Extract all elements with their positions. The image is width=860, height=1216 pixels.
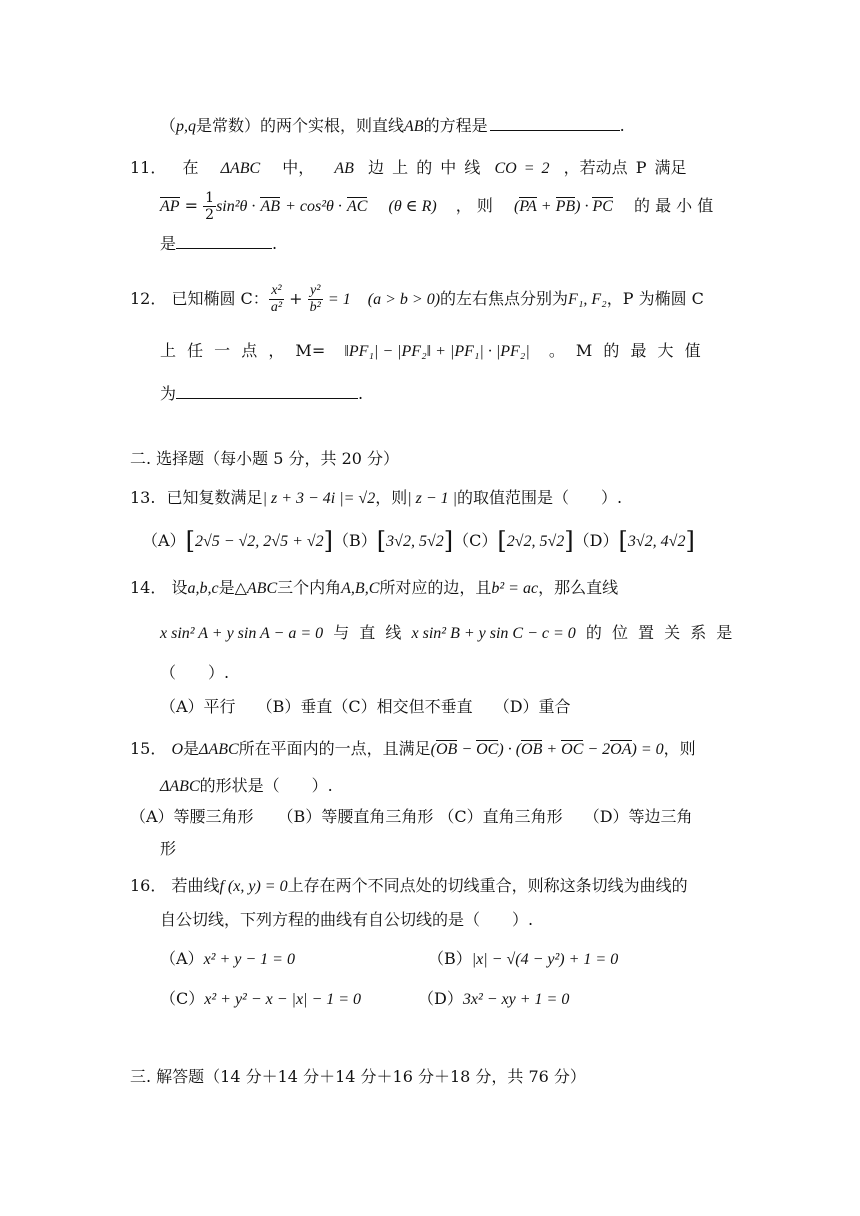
text: ) = 0 xyxy=(631,741,664,758)
vector-ac: AC xyxy=(347,198,368,215)
fraction-half xyxy=(203,190,216,223)
vector-oc: OC xyxy=(476,741,499,758)
text: 是 xyxy=(183,739,200,758)
text: F₁, F₂ xyxy=(568,291,607,308)
text: ΔABC xyxy=(199,741,239,758)
text: 的形状是（ ）. xyxy=(199,776,333,795)
q14-line2 xyxy=(160,622,732,645)
vector-pc: PC xyxy=(592,198,613,215)
question-number: 13. xyxy=(130,488,156,507)
text: (a > b > 0) xyxy=(367,291,441,308)
math-co: CO = 2 xyxy=(494,160,550,177)
text: 是△ xyxy=(218,578,247,597)
option-c-label: （C） xyxy=(453,531,498,550)
section-2-heading: 二. 选择题（每小题 5 分，共 20 分） xyxy=(130,449,400,468)
text: 是 xyxy=(160,234,177,253)
text: ， 则 xyxy=(455,196,493,215)
q14-line1 xyxy=(130,577,618,600)
q16-option-c xyxy=(160,988,361,1011)
option-b-label: （B） xyxy=(333,531,377,550)
text: − xyxy=(461,741,473,758)
text: ，那么直线 xyxy=(538,578,619,597)
text: 为 xyxy=(160,384,177,403)
text: 是常数）的两个实根，则直线 xyxy=(196,116,405,135)
vector-pa: PA xyxy=(519,198,537,215)
vector-pb: PB xyxy=(555,198,576,215)
vector-ob: OB xyxy=(521,741,543,758)
text: 已知椭圆 C： xyxy=(171,289,269,308)
text: 在 xyxy=(182,158,199,177)
option-a-label: （A） xyxy=(142,531,186,550)
text: = xyxy=(184,196,199,215)
q11-line3 xyxy=(160,233,277,255)
option-a-value: 2√5 − √2, 2√5 + √2 xyxy=(194,533,324,550)
text: 上存在两个不同点处的切线重合，则称这条切线为曲线的 xyxy=(287,876,688,895)
math-m-expression: ‖PF₁| − |PF₂‖ + |PF₁| · |PF₂| xyxy=(344,343,530,360)
option-d-label: （D） xyxy=(573,531,619,550)
text: O xyxy=(171,741,184,758)
text: （C） xyxy=(160,989,205,1008)
text: b² xyxy=(309,300,321,315)
option-d-value: 3√2, 4√2 xyxy=(627,533,686,550)
text: x² xyxy=(269,283,284,300)
text: 。 M 的 最 大 值 xyxy=(548,341,701,360)
q13-stem xyxy=(130,487,622,510)
answer-blank xyxy=(176,233,272,249)
text: 的取值范围是（ ）. xyxy=(457,488,623,507)
vector-oc: OC xyxy=(561,741,584,758)
text: 所在平面内的一点，且满足 xyxy=(238,739,431,758)
option-c-value: 2√2, 5√2 xyxy=(506,533,565,550)
text: 已知复数满足 xyxy=(166,488,263,507)
text: | z − 1 | xyxy=(407,490,458,507)
text: ( xyxy=(430,741,436,758)
text: 中， xyxy=(282,158,315,177)
q11-line1 xyxy=(130,157,687,180)
answer-blank xyxy=(176,383,358,399)
text: 的 位 置 关 系 是 xyxy=(585,623,733,642)
text: x sin² A + y sin A − a = 0 xyxy=(160,625,324,642)
q11-line2: AP = $\frac{1}{2}$ sin²θ · AB + cos²θ · AC (θ ∈ R) ， 则 (PA + PB) · PC 的 最 小 值 xyxy=(160,190,714,223)
text: a,b,c xyxy=(187,580,219,597)
q15-line1 xyxy=(130,738,696,761)
section-3-heading: 三. 解答题（14 分＋14 分＋14 分＋16 分＋18 分，共 76 分） xyxy=(130,1067,586,1086)
text: 的左右焦点分别为 xyxy=(440,289,569,308)
vector-ab: AB xyxy=(260,198,281,215)
q12-line3 xyxy=(160,383,363,405)
math-pq: p,q xyxy=(176,118,197,135)
fraction-y2b2 xyxy=(308,283,323,316)
text: 2 xyxy=(205,207,215,223)
answer-blank xyxy=(490,115,620,131)
q15-options: （A）等腰三角形 （B）等腰直角三角形 （C）直角三角形 （D）等边三角 xyxy=(130,807,693,826)
text: ，若动点 P 满足 xyxy=(563,158,687,177)
text: （ xyxy=(160,116,177,135)
q12-line1: 12． 已知椭圆 C： $\frac{\text{x²}}{\text{a²}}$ + $\frac{\text{y²}}{\text{b²}}$ = 1 (a > b > 0)的左右焦点分别为F₁, F₂，P 为椭圆 C xyxy=(130,283,704,315)
text: 1 xyxy=(205,190,215,206)
text: | z + 3 − 4i |= √2 xyxy=(262,490,376,507)
text: sin²θ · xyxy=(216,198,256,215)
text: . xyxy=(358,384,364,403)
math-triangle: ΔABC xyxy=(220,160,261,177)
text: 所对应的边，且 xyxy=(379,578,492,597)
text: x² + y² − x − |x| − 1 = 0 xyxy=(204,991,362,1008)
text: 边 上 的 中 线 xyxy=(368,158,481,177)
q13-options: （A）[2√5 − √2, 2√5 + √2]（B）[3√2, 5√2]（C）[2√2, 5√2]（D）[3√2, 4√2] xyxy=(142,527,695,555)
question-number: 15． xyxy=(130,739,167,758)
q16-option-b xyxy=(428,948,618,971)
text: |x| − √(4 − y²) + 1 = 0 xyxy=(471,951,619,968)
text: 三个内角 xyxy=(277,578,342,597)
q15-options-wrap: 形 xyxy=(160,839,177,858)
text: 3x² − xy + 1 = 0 xyxy=(462,991,570,1008)
math-ab: AB xyxy=(404,118,424,135)
question-number: 16． xyxy=(130,876,167,895)
text: 的方程是 xyxy=(423,116,488,135)
text: （B） xyxy=(428,949,472,968)
question-number: 11． xyxy=(130,158,167,177)
text: 的 最 小 值 xyxy=(634,196,714,215)
text: ΔABC xyxy=(160,778,200,795)
q14-line3: （ ）. xyxy=(160,663,230,682)
vector-ob: OB xyxy=(436,741,458,758)
text: . xyxy=(272,234,278,253)
text: ABC xyxy=(246,580,278,597)
text: 与 直 线 xyxy=(333,623,402,642)
q15-line2 xyxy=(160,775,333,798)
text: + xyxy=(546,741,558,758)
text: − 2 xyxy=(587,741,611,758)
text: A,B,C xyxy=(341,580,380,597)
q16-line1 xyxy=(130,875,688,898)
q10-tail-line xyxy=(160,115,625,138)
text: ，则 xyxy=(375,488,408,507)
question-number: 12． xyxy=(130,289,167,308)
q16-option-a xyxy=(160,948,295,971)
text: (θ ∈ R) xyxy=(388,198,437,215)
text: x sin² B + y sin C − c = 0 xyxy=(411,625,576,642)
text: ) · ( xyxy=(498,741,522,758)
text: + cos²θ · xyxy=(285,198,342,215)
vector-ap: AP xyxy=(160,198,180,215)
text: ，则 xyxy=(663,739,696,758)
q16-option-d xyxy=(418,988,569,1011)
text: b² = ac xyxy=(491,580,539,597)
q16-line2: 自公切线，下列方程的曲线有自公切线的是（ ）. xyxy=(160,910,534,929)
q14-options: （A）平行 （B）垂直（C）相交但不垂直 （D）重合 xyxy=(160,697,571,716)
q12-line2 xyxy=(160,340,701,363)
text: （A） xyxy=(160,949,204,968)
option-b-value: 3√2, 5√2 xyxy=(386,533,444,550)
text: 设 xyxy=(171,578,188,597)
text: （D） xyxy=(418,989,463,1008)
text: . xyxy=(619,116,625,135)
text: a² xyxy=(270,300,283,315)
text: x² + y − 1 = 0 xyxy=(203,951,295,968)
text: ，P 为椭圆 C xyxy=(606,289,704,308)
text: f (x, y) = 0 xyxy=(219,878,288,895)
text: = 1 xyxy=(327,291,351,308)
text: 若曲线 xyxy=(171,876,220,895)
text: y² xyxy=(308,283,323,300)
question-number: 14． xyxy=(130,578,167,597)
math-ab: AB xyxy=(334,160,354,177)
text: 上 任 一 点 ， M= xyxy=(160,341,326,360)
vector-oa: OA xyxy=(610,741,632,758)
fraction-x2a2 xyxy=(269,283,284,316)
